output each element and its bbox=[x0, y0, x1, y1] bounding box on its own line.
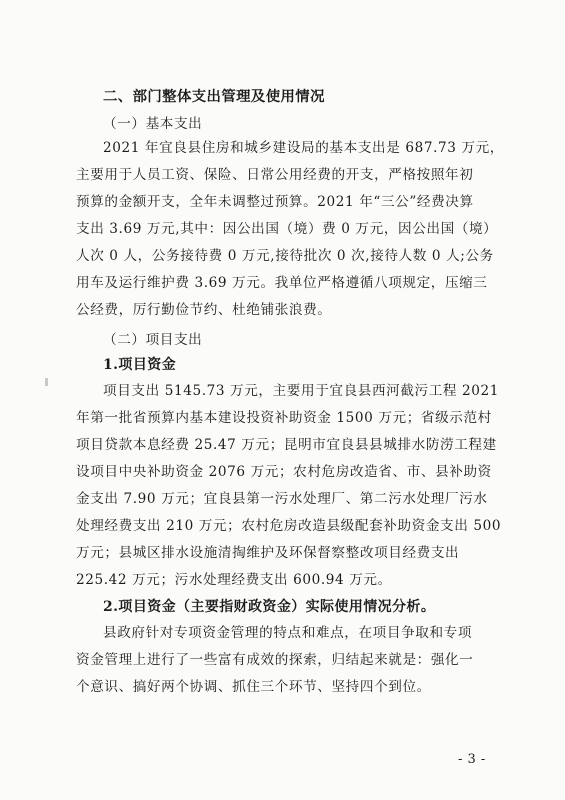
paragraph-line: 支出 3.69 万元,其中：因公出国（境）费 0 万元，因公出国（境） bbox=[76, 221, 498, 237]
scan-mark bbox=[45, 378, 48, 386]
section-heading: 二、部门整体支出管理及使用情况 bbox=[103, 89, 325, 105]
paragraph-line: 公经费，厉行勤俭节约、杜绝铺张浪费。 bbox=[76, 302, 332, 318]
paragraph-line: 项目贷款本息经费 25.47 万元；昆明市宜良县县城排水防涝工程建 bbox=[76, 437, 497, 453]
paragraph-line: 个意识、搞好两个协调、抓住三个环节、坚持四个到位。 bbox=[76, 679, 431, 695]
subsection-basic-expenditure-title: （一）基本支出 bbox=[103, 116, 203, 132]
page-number: - 3 - bbox=[458, 752, 486, 767]
paragraph-line: 预算的金额开支，全年未调整过预算。2021 年“三公”经费决算 bbox=[76, 194, 474, 210]
paragraph-line: 设项目中央补助资金 2076 万元；农村危房改造省、市、县补助资 bbox=[76, 464, 492, 480]
paragraph-line: 处理经费支出 210 万元；农村危房改造县级配套补助资金支出 500 bbox=[76, 518, 502, 534]
paragraph-line: 2021 年宜良县住房和城乡建设局的基本支出是 687.73 万元， bbox=[103, 140, 504, 156]
paragraph-line: 资金管理上进行了一些富有成效的探索，归结起来就是：强化一 bbox=[76, 652, 474, 668]
paragraph-line: 用车及运行维护费 3.69 万元。我单位严格遵循八项规定，压缩三 bbox=[76, 275, 488, 291]
paragraph-line: 主要用于人员工资、保险、日常公用经费的开支，严格按照年初 bbox=[76, 167, 474, 183]
paragraph-line: 万元；县城区排水设施清掏维护及环保督察整改项目经费支出 bbox=[76, 545, 460, 561]
subsection-project-expenditure-title: （二）项目支出 bbox=[103, 332, 203, 348]
paragraph-line: 人次 0 人，公务接待费 0 万元,接待批次 0 次,接待人数 0 人;公务 bbox=[76, 248, 494, 264]
paragraph-line: 年第一批省预算内基本建设投资补助资金 1500 万元；省级示范村 bbox=[76, 410, 492, 426]
paragraph-line: 金支出 7.90 万元；宜良县第一污水处理厂、第二污水处理厂污水 bbox=[76, 491, 488, 507]
paragraph-line: 县政府针对专项资金管理的特点和难点，在项目争取和专项 bbox=[103, 625, 473, 641]
paragraph-line: 项目支出 5145.73 万元，主要用于宜良县西河截污工程 2021 bbox=[103, 383, 500, 399]
funds-usage-analysis-title: 2.项目资金（主要指财政资金）实际使用情况分析。 bbox=[103, 599, 436, 615]
paragraph-line: 225.42 万元；污水处理经费支出 600.94 万元。 bbox=[76, 572, 392, 588]
project-funds-title: 1.项目资金 bbox=[103, 357, 177, 373]
